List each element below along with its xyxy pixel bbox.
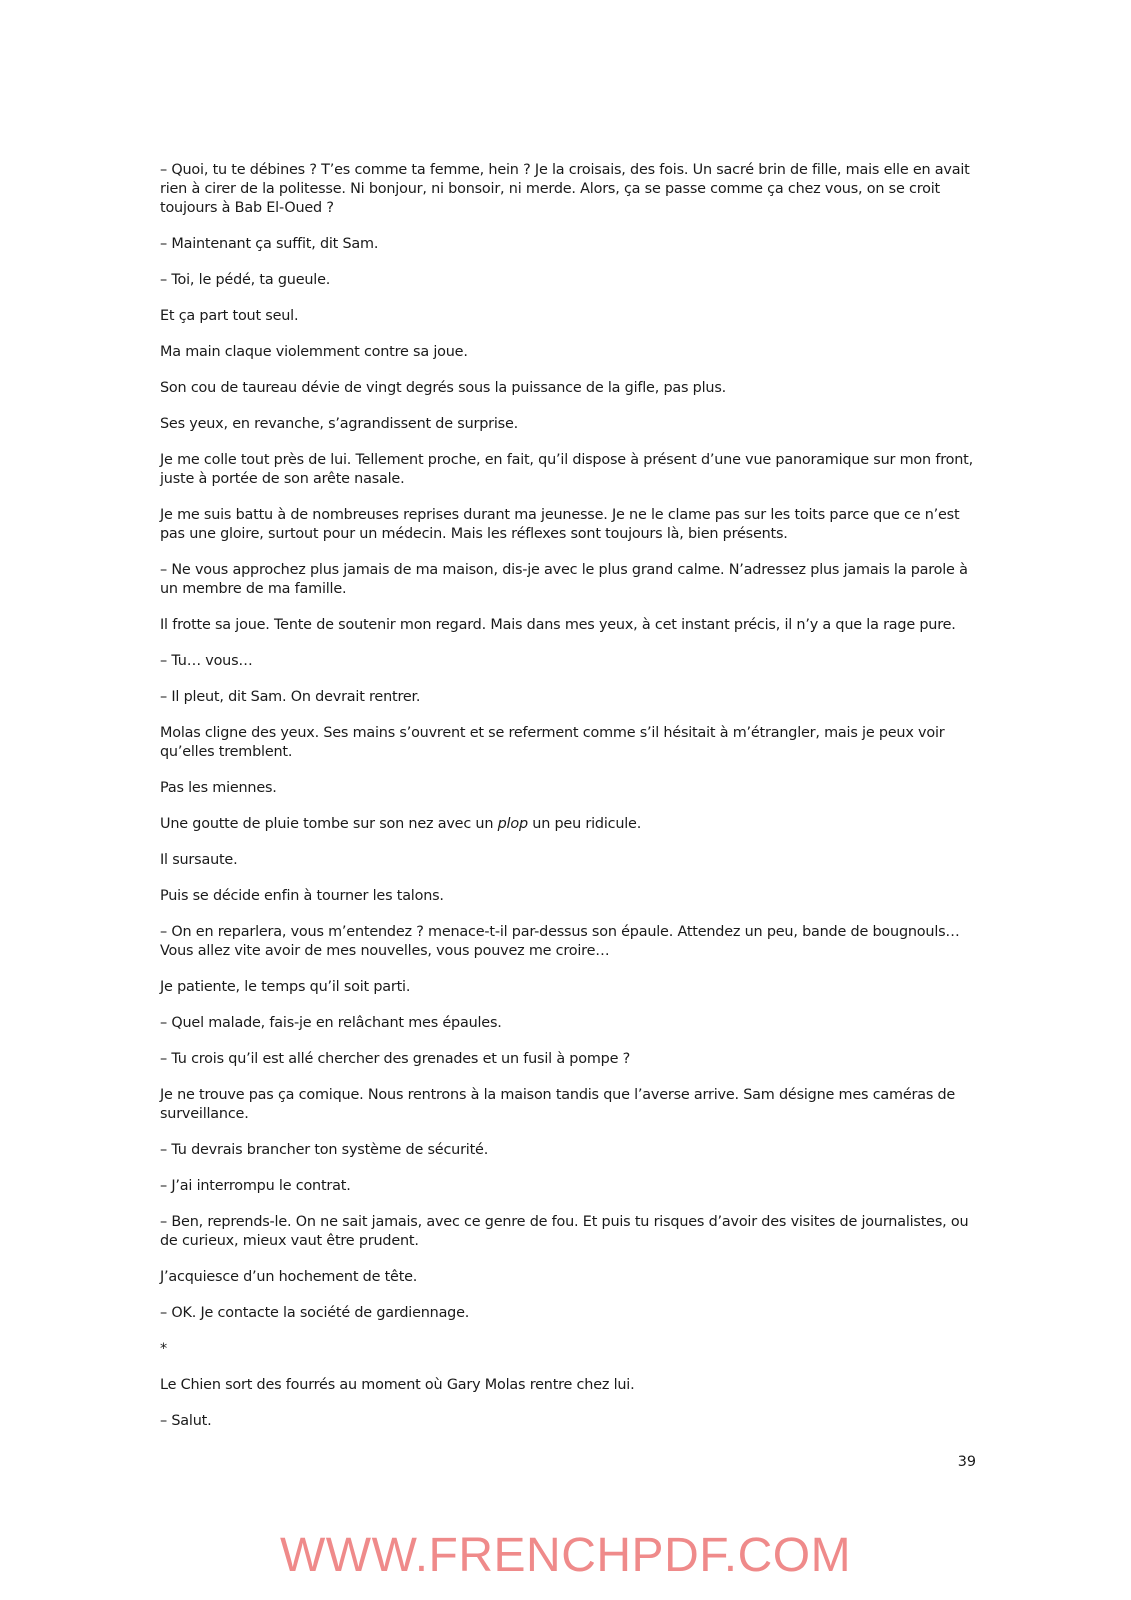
paragraph: Pas les miennes. xyxy=(160,780,277,796)
paragraph: Je ne trouve pas ça comique. Nous rentrons à la maison tandis que l’averse arrive. Sam désigne mes caméras de surveillance. xyxy=(160,1087,956,1122)
section-break: * xyxy=(160,1341,167,1357)
paragraph-text: Une goutte de pluie tombe sur son nez avec un xyxy=(160,816,498,832)
paragraph: – Quoi, tu te débines ? T’es comme ta femme, hein ? Je la croisais, des fois. Un sacré brin de fille, mais elle en avait rien à cirer de la politesse. Ni bonjour, ni bonsoir, ni merde. Alors, ça se passe comme ça chez vous, on se croit toujours à Bab El-Oued ? xyxy=(160,162,970,216)
emphasis-text: plop xyxy=(497,816,528,832)
paragraph: – Salut. xyxy=(160,1413,212,1429)
paragraph: Je me suis battu à de nombreuses reprises durant ma jeunesse. Je ne le clame pas sur les toits parce que ce n’est pas une gloire, surtout pour un médecin. Mais les réflexes sont toujours là, bien présents. xyxy=(160,507,960,542)
paragraph: – Ben, reprends-le. On ne sait jamais, avec ce genre de fou. Et puis tu risques d’avoir des visites de journalistes, ou de curieux, mieux vaut être prudent. xyxy=(160,1214,969,1249)
paragraph: – Tu… vous… xyxy=(160,653,253,669)
paragraph: – J’ai interrompu le contrat. xyxy=(160,1178,351,1194)
paragraph-with-emphasis xyxy=(160,815,975,834)
paragraph: Molas cligne des yeux. Ses mains s’ouvrent et se referment comme s’il hésitait à m’étrangler, mais je peux voir qu’elles tremblent. xyxy=(160,725,945,760)
watermark: WWW.FRENCHPDF.COM xyxy=(279,1529,852,1582)
page-number: 39 xyxy=(957,1454,976,1470)
paragraph: J’acquiesce d’un hochement de tête. xyxy=(160,1269,418,1285)
paragraph: – Ne vous approchez plus jamais de ma maison, dis-je avec le plus grand calme. N’adressez plus jamais la parole à un membre de ma famille. xyxy=(160,562,968,597)
paragraph: Il frotte sa joue. Tente de soutenir mon regard. Mais dans mes yeux, à cet instant précis, il n’y a que la rage pure. xyxy=(160,617,956,633)
paragraph: – Il pleut, dit Sam. On devrait rentrer. xyxy=(160,689,421,705)
paragraph: – OK. Je contacte la société de gardiennage. xyxy=(160,1305,470,1321)
paragraph: Son cou de taureau dévie de vingt degrés sous la puissance de la gifle, pas plus. xyxy=(160,380,727,396)
paragraph: – Tu crois qu’il est allé chercher des grenades et un fusil à pompe ? xyxy=(160,1051,631,1067)
paragraph: Et ça part tout seul. xyxy=(160,308,299,324)
paragraph: Je me colle tout près de lui. Tellement proche, en fait, qu’il dispose à présent d’une vue panoramique sur mon front, juste à portée de son arête nasale. xyxy=(160,452,973,487)
paragraph: – Toi, le pédé, ta gueule. xyxy=(160,272,331,288)
paragraph: Ma main claque violemment contre sa joue. xyxy=(160,344,468,360)
paragraph: – Tu devrais brancher ton système de sécurité. xyxy=(160,1142,489,1158)
paragraph: Je patiente, le temps qu’il soit parti. xyxy=(160,979,411,995)
paragraph: Le Chien sort des fourrés au moment où Gary Molas rentre chez lui. xyxy=(160,1377,635,1393)
paragraph: – Quel malade, fais-je en relâchant mes épaules. xyxy=(160,1015,502,1031)
paragraph: Puis se décide enfin à tourner les talons. xyxy=(160,888,444,904)
paragraph: – Maintenant ça suffit, dit Sam. xyxy=(160,236,379,252)
paragraph: Il sursaute. xyxy=(160,852,238,868)
paragraph: – On en reparlera, vous m’entendez ? menace-t-il par-dessus son épaule. Attendez un peu, bande de bougnouls… Vous allez vite avoir de mes nouvelles, vous pouvez me croire… xyxy=(160,924,960,959)
paragraph: Ses yeux, en revanche, s’agrandissent de surprise. xyxy=(160,416,518,432)
paragraph-text: un peu ridicule. xyxy=(527,816,642,832)
page-body xyxy=(160,161,975,1448)
